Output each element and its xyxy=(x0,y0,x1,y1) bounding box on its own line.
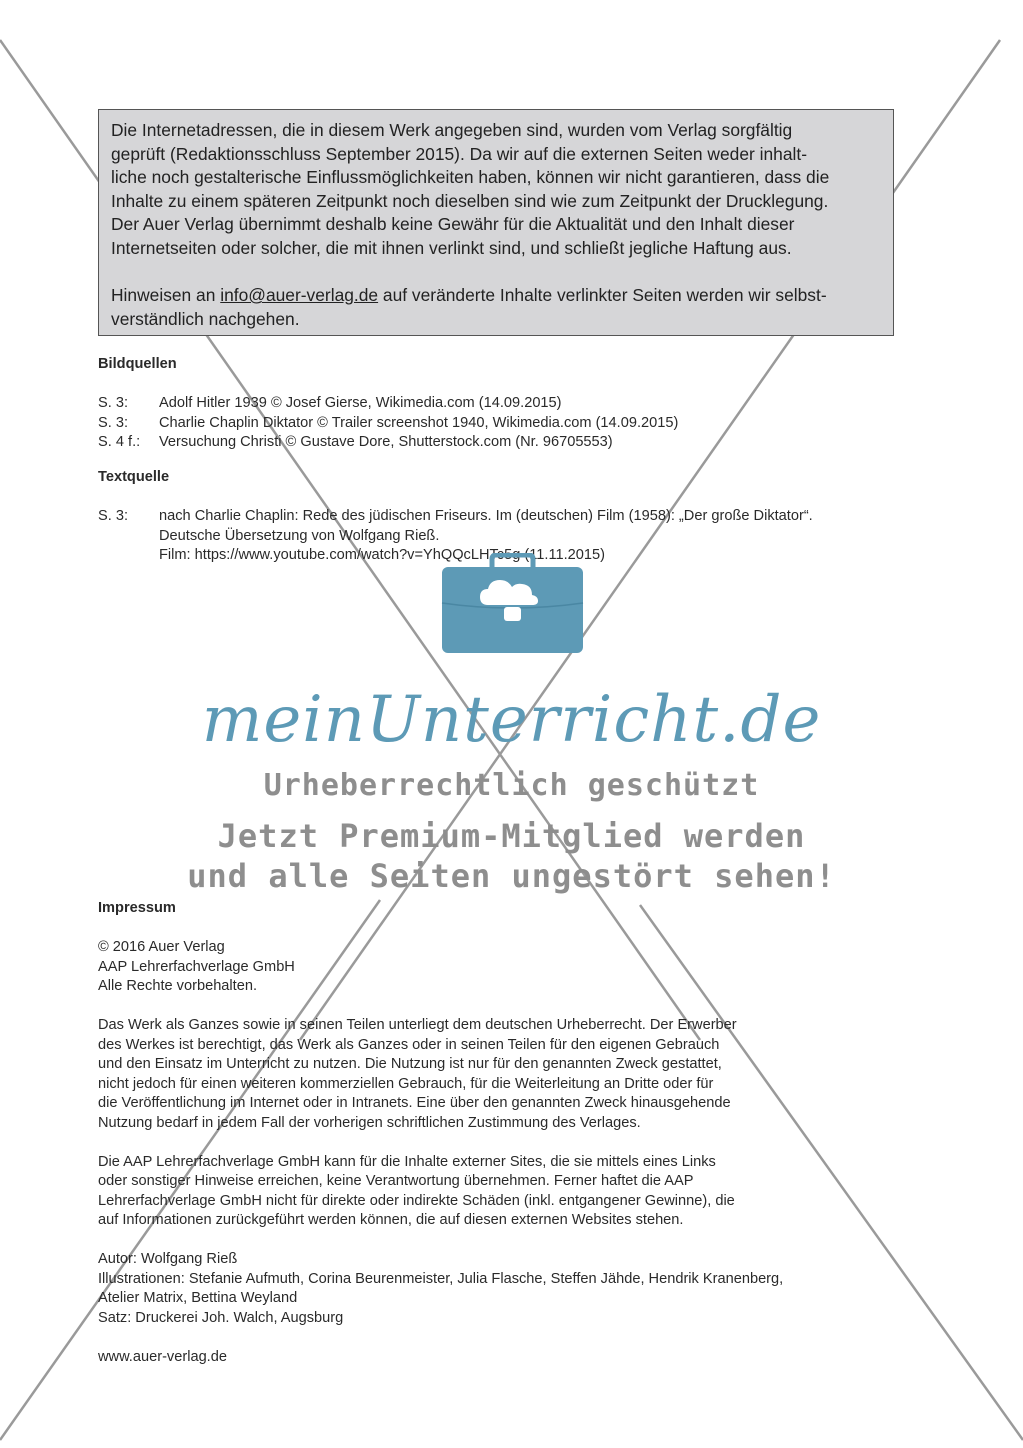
website-link[interactable]: www.auer-verlag.de xyxy=(98,1348,227,1365)
impressum-line: Atelier Matrix, Bettina Weyland xyxy=(98,1290,298,1306)
impressum-line: auf Informationen zurückgeführt werden können, die auf diesen externen Websites stehen. xyxy=(98,1212,684,1228)
impressum-credits-block xyxy=(98,1250,783,1328)
brand-wordmark: meinUnterricht.de xyxy=(201,683,822,757)
impressum-line: Die AAP Lehrerfachverlage GmbH kann für die Inhalte externer Sites, die sie mittels eines Links xyxy=(98,1153,716,1170)
notice-line: Der Auer Verlag übernimmt deshalb keine Gewähr für die Aktualität und den Inhalt dieser xyxy=(111,214,795,235)
source-page: S. 3: xyxy=(98,395,129,411)
source-row xyxy=(98,527,813,547)
source-text: nach Charlie Chaplin: Rede des jüdischen Friseurs. Im (deutschen) Film (1958): „Der große Diktator“. xyxy=(159,508,813,524)
impressum-line: die Veröffentlichung im Internet oder in Intranets. Eine über den genannten Zweck hinausgehende xyxy=(98,1095,731,1111)
impressum-publisher-block xyxy=(98,938,783,997)
notice-line: geprüft (Redaktionsschluss September 2015). Da wir auf die externen Seiten weder inhalt- xyxy=(111,143,807,164)
textquelle-section xyxy=(98,468,813,566)
source-text: Film: https://www.youtube.com/watch?v=YhQQcLHTc5g (11.11.2015) xyxy=(159,547,605,563)
impressum-line: nicht jedoch für einen weiteren kommerziellen Gebrauch, für die Weiterleitung an Dritte oder für xyxy=(98,1075,714,1092)
premium-watermark xyxy=(0,816,1023,896)
impressum-heading: Impressum xyxy=(98,900,176,916)
notice-line: Die Internetadressen, die in diesem Werk angegeben sind, wurden vom Verlag sorgfältig xyxy=(111,120,793,140)
notice-paragraph-1 xyxy=(111,119,881,261)
source-row xyxy=(98,507,813,527)
impressum-line: Satz: Druckerei Joh. Walch, Augsburg xyxy=(98,1309,344,1326)
impressum-copyright-block xyxy=(98,1016,783,1133)
source-page: S. 4 f.: xyxy=(98,434,141,450)
source-row xyxy=(98,414,678,434)
notice-line: Internetseiten oder solcher, die mit ihnen verlinkt sind, und schließt jegliche Haftung aus. xyxy=(111,237,792,258)
source-page: S. 3: xyxy=(98,414,129,431)
premium-line-1: Jetzt Premium-Mitglied werden xyxy=(217,817,806,855)
source-text: Deutsche Übersetzung von Wolfgang Rieß. xyxy=(159,527,440,544)
premium-line-2: und alle Seiten ungestört sehen! xyxy=(187,857,836,895)
impressum-line: © 2016 Auer Verlag xyxy=(98,939,225,955)
bildquellen-heading: Bildquellen xyxy=(98,356,177,372)
impressum-line: Nutzung bedarf in jedem Fall der vorherigen schriftlichen Zustimmung des Verlages. xyxy=(98,1114,641,1131)
bildquellen-section xyxy=(98,355,678,453)
source-text: Adolf Hitler 1939 © Josef Gierse, Wikimedia.com (14.09.2015) xyxy=(159,395,562,411)
source-row xyxy=(98,433,678,453)
copyright-watermark: Urheberrechtlich geschützt xyxy=(263,768,760,803)
impressum-line: Das Werk als Ganzes sowie in seinen Teilen unterliegt dem deutschen Urheberrecht. Der Erwerber xyxy=(98,1017,737,1033)
impressum-line: Lehrerfachverlage GmbH nicht für direkte oder indirekte Schäden (inkl. entgangener Gewinne), die xyxy=(98,1192,735,1209)
notice-p2-suffix: auf veränderte Inhalte verlinkter Seiten werden wir selbst- xyxy=(378,285,827,306)
textquelle-heading: Textquelle xyxy=(98,469,170,485)
impressum-section xyxy=(98,899,783,1367)
impressum-line: AAP Lehrerfachverlage GmbH xyxy=(98,958,295,975)
impressum-line: des Werkes ist berechtigt, das Werk als Ganzes oder in seinen Teilen für den eigenen Gebrauch xyxy=(98,1036,720,1053)
notice-p2-line2: verständlich nachgehen. xyxy=(111,308,300,329)
impressum-line: Autor: Wolfgang Rieß xyxy=(98,1251,238,1267)
source-text: Versuchung Christi © Gustave Dore, Shutterstock.com (Nr. 96705553) xyxy=(159,434,613,450)
impressum-line: oder sonstiger Hinweise erreichen, keine Verantwortung übernehmen. Ferner haftet die AAP xyxy=(98,1173,694,1189)
notice-line: Inhalte zu einem späteren Zeitpunkt noch dieselben sind wie zum Zeitpunkt der Drucklegung. xyxy=(111,190,829,211)
notice-box xyxy=(98,109,894,336)
notice-line: liche noch gestalterische Einflussmöglichkeiten haben, können wir nicht garantieren, dass die xyxy=(111,167,830,188)
impressum-liability-block xyxy=(98,1153,783,1231)
source-row xyxy=(98,394,678,414)
email-link[interactable]: info@auer-verlag.de xyxy=(220,285,379,306)
impressum-line: Illustrationen: Stefanie Aufmuth, Corina Beurenmeister, Julia Flasche, Steffen Jähde, Hendrik Kranenberg, xyxy=(98,1270,784,1287)
impressum-line: und den Einsatz im Unterricht zu nutzen. Die Nutzung ist nur für den genannten Zweck gestattet, xyxy=(98,1056,722,1072)
briefcase-cloud-icon xyxy=(440,553,585,655)
notice-paragraph-2 xyxy=(111,284,881,331)
impressum-website-block xyxy=(98,1348,783,1368)
source-text: Charlie Chaplin Diktator © Trailer screenshot 1940, Wikimedia.com (14.09.2015) xyxy=(159,414,679,431)
impressum-line: Alle Rechte vorbehalten. xyxy=(98,978,258,994)
source-page: S. 3: xyxy=(98,508,129,524)
notice-p2-prefix: Hinweisen an xyxy=(111,285,221,306)
